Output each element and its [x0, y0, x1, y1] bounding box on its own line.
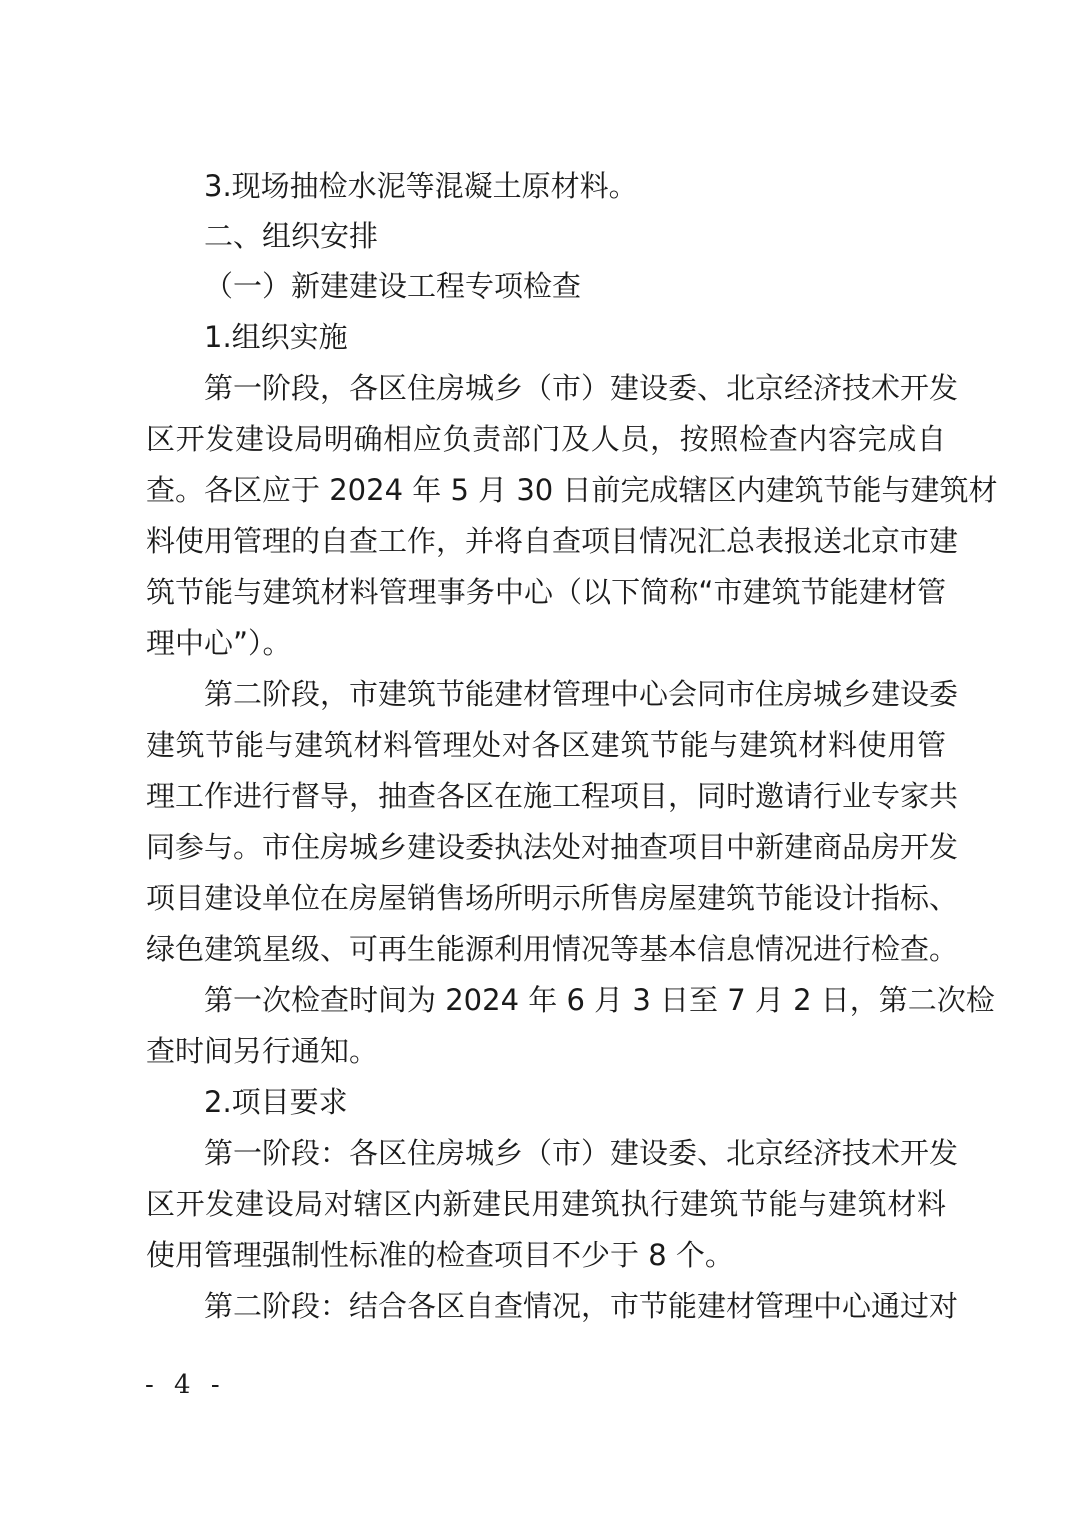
- paragraph-line: 筑节能与建筑材料管理事务中心（以下简称“市建筑节能建材管: [146, 575, 946, 609]
- item-heading-requirements: 2.项目要求: [204, 1085, 348, 1119]
- page-number: - 4 -: [145, 1370, 226, 1400]
- paragraph-line: 第一阶段，各区住房城乡（市）建设委、北京经济技术开发: [204, 371, 959, 405]
- list-item-site-sampling: 3.现场抽检水泥等混凝土原材料。: [204, 169, 638, 203]
- paragraph-line: 查。各区应于 2024 年 5 月 30 日前完成辖区内建筑节能与建筑材: [146, 473, 998, 507]
- paragraph-line: 料使用管理的自查工作，并将自查项目情况汇总表报送北京市建: [146, 524, 959, 558]
- paragraph-line: 区开发建设局对辖区内新建民用建筑执行建筑节能与建筑材料: [146, 1187, 946, 1221]
- subsection-heading-new-construction: （一）新建建设工程专项检查: [204, 269, 582, 303]
- paragraph-line: 理中心”）。: [146, 626, 292, 660]
- paragraph-line: 查时间另行通知。: [146, 1034, 379, 1068]
- section-heading-organization: 二、组织安排: [204, 219, 379, 253]
- paragraph-line: 同参与。市住房城乡建设委执法处对抽查项目中新建商品房开发: [146, 830, 959, 864]
- paragraph-line: 绿色建筑星级、可再生能源利用情况等基本信息情况进行检查。: [146, 932, 959, 966]
- paragraph-line: 建筑节能与建筑材料管理处对各区建筑节能与建筑材料使用管: [146, 728, 946, 762]
- paragraph-line: 第一次检查时间为 2024 年 6 月 3 日至 7 月 2 日，第二次检: [204, 983, 995, 1017]
- paragraph-line: 第二阶段，市建筑节能建材管理中心会同市住房城乡建设委: [204, 677, 959, 711]
- item-heading-implementation: 1.组织实施: [204, 320, 348, 354]
- paragraph-line: 使用管理强制性标准的检查项目不少于 8 个。: [146, 1238, 734, 1272]
- paragraph-line: 区开发建设局明确相应负责部门及人员，按照检查内容完成自: [146, 422, 946, 456]
- paragraph-line: 第二阶段：结合各区自查情况，市节能建材管理中心通过对: [204, 1289, 959, 1323]
- paragraph-line: 第一阶段：各区住房城乡（市）建设委、北京经济技术开发: [204, 1136, 959, 1170]
- paragraph-line: 项目建设单位在房屋销售场所明示所售房屋建筑节能设计指标、: [146, 881, 959, 915]
- paragraph-line: 理工作进行督导，抽查各区在施工程项目，同时邀请行业专家共: [146, 779, 959, 813]
